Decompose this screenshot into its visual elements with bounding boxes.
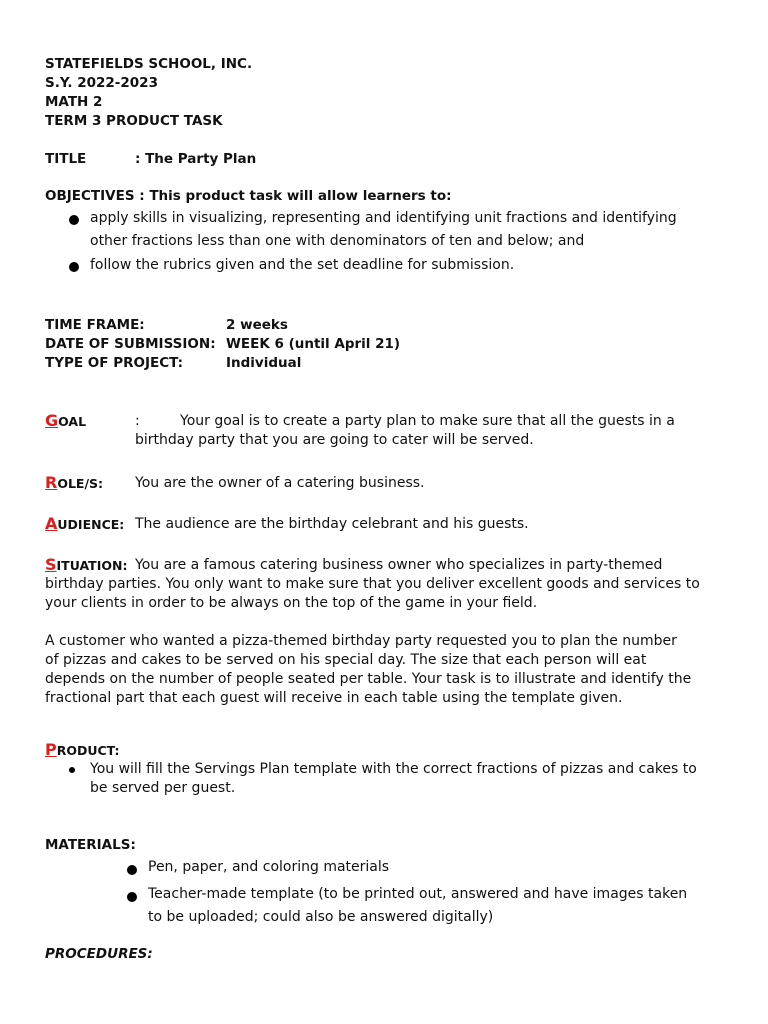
situation-text-line-1: You are a famous catering business owner who specializes in party-themed <box>135 557 663 573</box>
bullet-icon <box>127 892 137 902</box>
audience-letter: A <box>45 514 58 533</box>
product-rest: RODUCT: <box>56 743 120 758</box>
time-frame-label: TIME FRAME: <box>45 317 145 333</box>
school-name: STATEFIELDS SCHOOL, INC. <box>45 56 253 72</box>
audience-rest: UDIENCE: <box>57 517 125 532</box>
goal-heading <box>45 411 86 432</box>
submission-date-label: DATE OF SUBMISSION: <box>45 336 216 352</box>
role-heading <box>45 473 103 494</box>
product-text-line-2: be served per guest. <box>90 780 236 796</box>
material-1: Pen, paper, and coloring materials <box>148 859 390 875</box>
situation-letter: S <box>45 555 57 574</box>
objective-2-line-1: follow the rubrics given and the set deadline for submission. <box>90 257 515 273</box>
task-name: TERM 3 PRODUCT TASK <box>45 113 223 129</box>
objectives-label: OBJECTIVES : This product task will allow learners to: <box>45 188 452 204</box>
time-frame-value: 2 weeks <box>226 317 288 333</box>
school-year: S.Y. 2022-2023 <box>45 75 158 91</box>
project-type-value: Individual <box>226 355 302 371</box>
product-heading <box>45 740 120 761</box>
situation-rest: ITUATION: <box>56 558 128 573</box>
role-text: You are the owner of a catering business. <box>135 475 425 491</box>
customer-paragraph-line-1: A customer who wanted a pizza-themed birthday party requested you to plan the number <box>45 633 677 649</box>
situation-text-line-3: your clients in order to be always on the top of the game in your field. <box>45 595 538 611</box>
audience-heading <box>45 514 124 535</box>
product-letter: P <box>45 740 57 759</box>
customer-paragraph-line-2: of pizzas and cakes to be served on his special day. The size that each person will eat <box>45 652 647 668</box>
project-type-label: TYPE OF PROJECT: <box>45 355 183 371</box>
submission-date-value: WEEK 6 (until April 21) <box>226 336 401 352</box>
role-rest: OLE/S: <box>57 476 104 491</box>
bullet-icon <box>69 767 75 773</box>
customer-paragraph-line-3: depends on the number of people seated per table. Your task is to illustrate and identify the <box>45 671 692 687</box>
material-2-line-1: Teacher-made template (to be printed out, answered and have images taken <box>148 886 688 902</box>
objective-1-line-1: apply skills in visualizing, representing and identifying unit fractions and identifying <box>90 210 677 226</box>
objective-1-line-2: other fractions less than one with denominators of ten and below; and <box>90 233 585 249</box>
customer-paragraph-line-4: fractional part that each guest will receive in each table using the template given. <box>45 690 623 706</box>
goal-rest: OAL <box>58 414 87 429</box>
goal-letter: G <box>45 411 59 430</box>
product-text-line-1: You will fill the Servings Plan template with the correct fractions of pizzas and cakes to <box>90 761 697 777</box>
goal-text-line-2: birthday party that you are going to cater will be served. <box>135 432 534 448</box>
title-label: TITLE <box>45 151 87 167</box>
bullet-icon <box>69 215 79 225</box>
goal-colon: : <box>135 413 140 429</box>
situation-text-line-2: birthday parties. You only want to make sure that you deliver excellent goods and services to <box>45 576 700 592</box>
bullet-icon <box>127 865 137 875</box>
document-page <box>45 0 735 1024</box>
materials-label: MATERIALS: <box>45 837 136 853</box>
situation-heading <box>45 555 127 576</box>
procedures-label: PROCEDURES: <box>45 946 153 962</box>
goal-text-line-1: Your goal is to create a party plan to make sure that all the guests in a <box>180 413 675 429</box>
bullet-icon <box>69 262 79 272</box>
subject: MATH 2 <box>45 94 103 110</box>
title-value: : The Party Plan <box>135 151 257 167</box>
material-2-line-2: to be uploaded; could also be answered digitally) <box>148 909 494 925</box>
role-letter: R <box>45 473 58 492</box>
audience-text: The audience are the birthday celebrant and his guests. <box>135 516 529 532</box>
